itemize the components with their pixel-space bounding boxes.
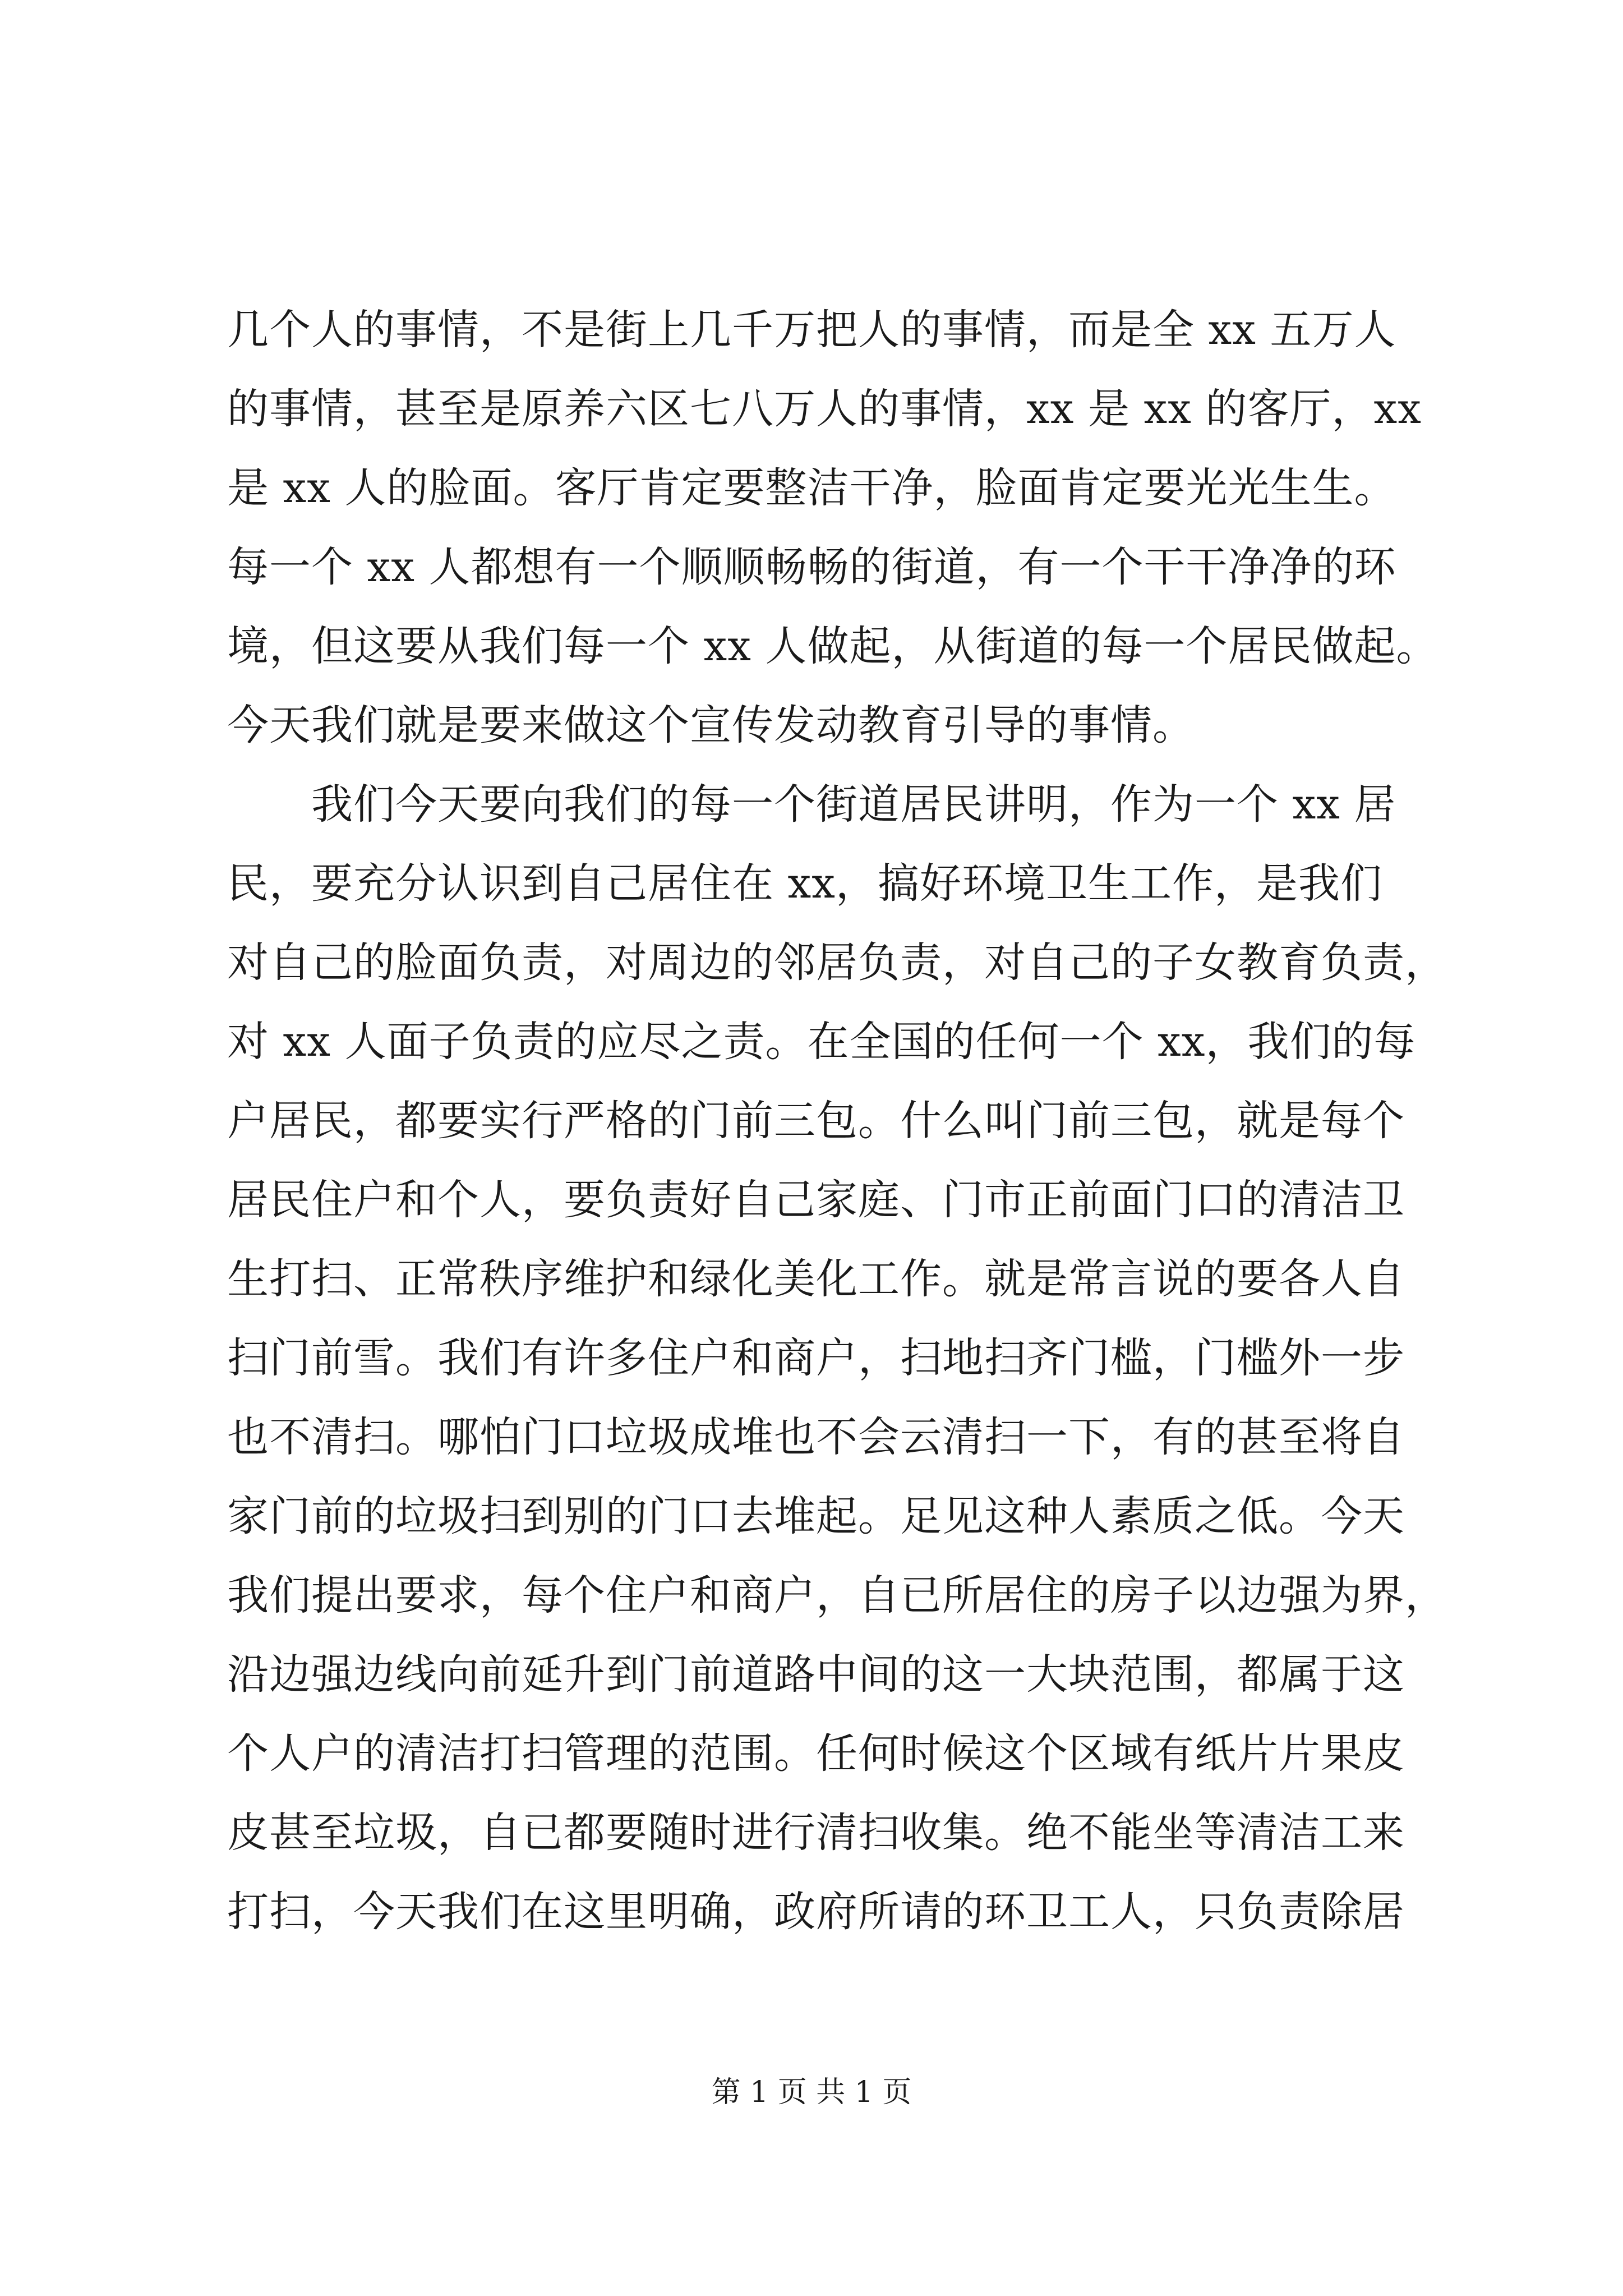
text-line: 几个人的事情，不是街上几千万把人的事情，而是全 xx 五万人 [227,306,1396,354]
text-line: 居民住户和个人，要负责好自己家庭、门市正前面门口的清洁卫 [227,1176,1405,1224]
text-line: 的事情，甚至是原养六区七八万人的事情，xx 是 xx 的客厅，xx [227,385,1422,433]
text-line: 民，要充分认识到自己居住在 xx，搞好环境卫生工作，是我们 [227,859,1382,908]
body-text [227,291,1447,1952]
text-line: 今天我们就是要来做这个宣传发动教育引导的事情。 [227,701,1195,749]
page-number-footer: 第 1 页 共 1 页 [711,2076,912,2109]
text-line: 沿边强边线向前延升到门前道路中间的这一大块范围，都属于这 [227,1650,1405,1699]
paragraph-start-line: 我们今天要向我们的每一个街道居民讲明，作为一个 xx 居 [311,780,1396,829]
text-line: 每一个 xx 人都想有一个顺顺畅畅的街道，有一个干干净净的环 [227,543,1396,591]
text-line: 也不清扫。哪怕门口垃圾成堆也不会云清扫一下，有的甚至将自 [227,1413,1405,1461]
text-line: 是 xx 人的脸面。客厅肯定要整洁干净，脸面肯定要光光生生。 [227,464,1396,512]
text-line: 家门前的垃圾扫到别的门口去堆起。足见这种人素质之低。今天 [227,1492,1405,1540]
text-line: 我们提出要求，每个住户和商户，自已所居住的房子以边强为界， [227,1571,1447,1619]
text-line: 对 xx 人面子负责的应尽之责。在全国的任何一个 xx，我们的每 [227,1018,1416,1066]
text-line: 生打扫、正常秩序维护和绿化美化工作。就是常言说的要各人自 [227,1255,1405,1303]
text-line: 扫门前雪。我们有许多住户和商户，扫地扫齐门槛，门槛外一步 [227,1334,1405,1382]
text-line: 打扫，今天我们在这里明确，政府所请的环卫工人，只负责除居 [227,1888,1405,1936]
text-line: 个人户的清洁打扫管理的范围。任何时候这个区域有纸片片果皮 [227,1729,1405,1778]
text-line: 境，但这要从我们每一个 xx 人做起，从街道的每一个居民做起。 [227,622,1438,670]
text-line: 皮甚至垃圾，自已都要随时进行清扫收集。绝不能坐等清洁工来 [227,1809,1405,1857]
text-line: 对自己的脸面负责，对周边的邻居负责，对自己的子女教育负责， [227,938,1447,987]
text-line: 户居民，都要实行严格的门前三包。什么叫门前三包，就是每个 [227,1097,1405,1145]
